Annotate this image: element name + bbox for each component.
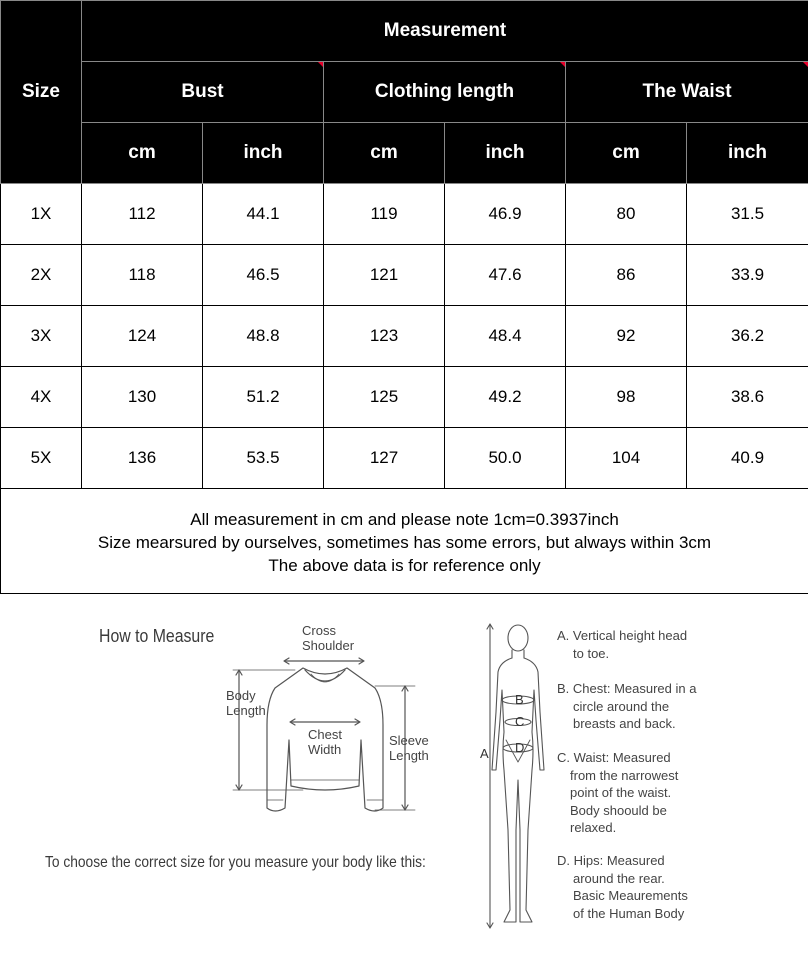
label-line: Sleeve bbox=[389, 733, 429, 748]
letter-b: B bbox=[515, 692, 524, 707]
length-inch-header: inch bbox=[445, 123, 566, 184]
chest-width-label bbox=[308, 727, 342, 757]
value-cell: 53.5 bbox=[203, 428, 324, 489]
letter-c: C bbox=[515, 714, 525, 729]
label-line: Width bbox=[308, 742, 342, 757]
size-cell: 2X bbox=[1, 245, 82, 306]
value-cell: 48.4 bbox=[445, 306, 566, 367]
how-to-measure-guide bbox=[0, 594, 808, 960]
table-header bbox=[1, 1, 808, 184]
legend-line: point of the waist. bbox=[570, 785, 672, 800]
size-cell: 5X bbox=[1, 428, 82, 489]
legend-line: Body shoould be bbox=[570, 802, 667, 818]
value-cell: 33.9 bbox=[687, 245, 808, 306]
value-cell: 50.0 bbox=[445, 428, 566, 489]
value-cell: 46.9 bbox=[445, 184, 566, 245]
legend-line: C. Waist: Measured bbox=[557, 750, 671, 765]
table-row bbox=[1, 306, 808, 367]
legend-line: A. Vertical height head bbox=[557, 628, 688, 643]
head bbox=[508, 625, 528, 651]
legend-line: B. Chest: Measured in a bbox=[557, 681, 697, 696]
legend-b bbox=[557, 680, 696, 733]
choose-size-text: To choose the correct size for you measure your body like this: bbox=[45, 854, 426, 871]
legend-line: breasts and back. bbox=[573, 716, 676, 731]
legend-c bbox=[557, 749, 678, 837]
waist-header: The Waist bbox=[566, 62, 808, 123]
value-cell: 130 bbox=[82, 367, 203, 428]
bust-cm-header: cm bbox=[82, 123, 203, 184]
bust-header: Bust bbox=[82, 62, 324, 123]
bust-inch-header: inch bbox=[203, 123, 324, 184]
note-line: All measurement in cm and please note 1cm=0.3937inch bbox=[190, 509, 619, 529]
value-cell: 121 bbox=[324, 245, 445, 306]
value-cell: 123 bbox=[324, 306, 445, 367]
value-cell: 40.9 bbox=[687, 428, 808, 489]
value-cell: 92 bbox=[566, 306, 687, 367]
value-cell: 125 bbox=[324, 367, 445, 428]
value-cell: 119 bbox=[324, 184, 445, 245]
value-cell: 36.2 bbox=[687, 306, 808, 367]
value-cell: 51.2 bbox=[203, 367, 324, 428]
cross-shoulder-label bbox=[302, 623, 354, 653]
sleeve-length-label bbox=[389, 733, 429, 763]
letter-d: D bbox=[515, 740, 525, 755]
label-line: Length bbox=[226, 703, 266, 718]
value-cell: 38.6 bbox=[687, 367, 808, 428]
table-row bbox=[1, 184, 808, 245]
value-cell: 48.8 bbox=[203, 306, 324, 367]
value-cell: 136 bbox=[82, 428, 203, 489]
value-cell: 118 bbox=[82, 245, 203, 306]
label-line: Length bbox=[389, 748, 429, 763]
waist-cm-header: cm bbox=[566, 123, 687, 184]
size-cell: 4X bbox=[1, 367, 82, 428]
value-cell: 124 bbox=[82, 306, 203, 367]
value-cell: 46.5 bbox=[203, 245, 324, 306]
value-cell: 49.2 bbox=[445, 367, 566, 428]
body-length-label bbox=[226, 688, 266, 718]
label-line: Cross bbox=[302, 623, 336, 638]
legend-line: around the rear. bbox=[573, 870, 665, 886]
body-figure-diagram bbox=[474, 620, 558, 938]
note-line: Size mearsured by ourselves, sometimes has some errors, but always within 3cm bbox=[97, 532, 712, 552]
measurement-header: Measurement bbox=[82, 1, 808, 62]
notes-cell bbox=[1, 489, 808, 594]
value-cell: 44.1 bbox=[203, 184, 324, 245]
value-cell: 112 bbox=[82, 184, 203, 245]
table-row bbox=[1, 428, 808, 489]
table-row bbox=[1, 245, 808, 306]
table-body bbox=[1, 184, 808, 594]
label-line: Chest bbox=[308, 727, 342, 742]
value-cell: 80 bbox=[566, 184, 687, 245]
note-line: The above data is for reference only bbox=[268, 555, 541, 575]
value-cell: 98 bbox=[566, 367, 687, 428]
legend-line: of the Human Body bbox=[573, 905, 685, 921]
size-cell: 1X bbox=[1, 184, 82, 245]
legend-line: from the narrowest bbox=[570, 767, 679, 783]
value-cell: 31.5 bbox=[687, 184, 808, 245]
size-column-header: Size bbox=[1, 1, 82, 184]
clothing-length-header: Clothing length bbox=[324, 62, 566, 123]
value-cell: 47.6 bbox=[445, 245, 566, 306]
legend-line: to toe. bbox=[573, 645, 610, 661]
label-line: Body bbox=[226, 688, 256, 703]
notes-row bbox=[1, 489, 808, 594]
value-cell: 104 bbox=[566, 428, 687, 489]
value-cell: 86 bbox=[566, 245, 687, 306]
value-cell: 127 bbox=[324, 428, 445, 489]
how-to-measure-title: How to Measure bbox=[99, 626, 215, 646]
table-row bbox=[1, 367, 808, 428]
length-cm-header: cm bbox=[324, 123, 445, 184]
legend-d bbox=[557, 852, 688, 922]
letter-a: A bbox=[480, 746, 489, 761]
legend-line: Basic Meaurements bbox=[573, 888, 688, 903]
legend-line: relaxed. bbox=[570, 820, 617, 835]
waist-inch-header: inch bbox=[687, 123, 808, 184]
legend-line: D. Hips: Measured bbox=[557, 853, 665, 868]
size-cell: 3X bbox=[1, 306, 82, 367]
label-line: Shoulder bbox=[302, 638, 355, 653]
legend-line: circle around the bbox=[573, 698, 670, 714]
legend-a bbox=[557, 627, 687, 662]
